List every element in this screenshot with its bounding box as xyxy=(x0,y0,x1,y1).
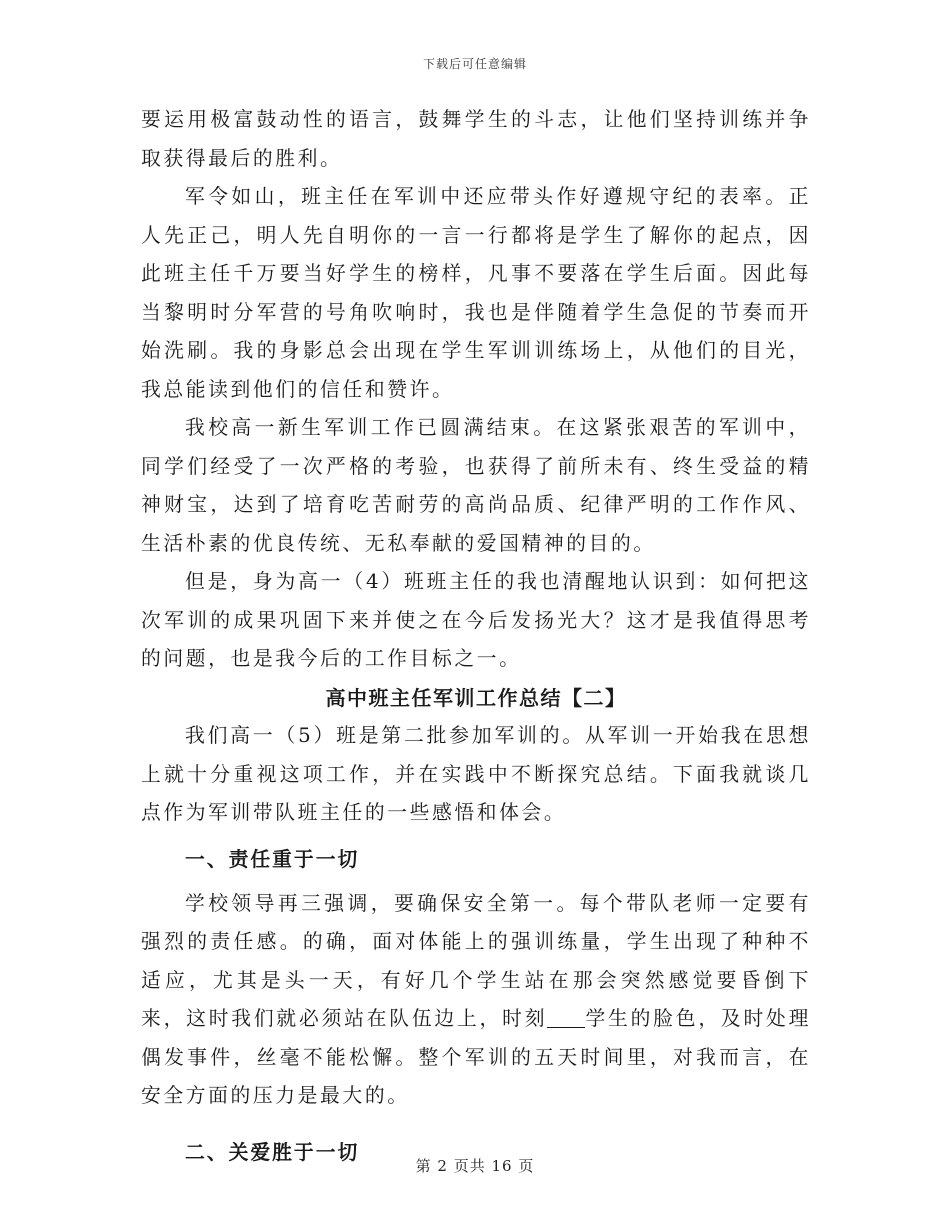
paragraph: 我们高一（5）班是第二批参加军训的。从军训一开始我在思想上就十分重视这项工作，并在实践中不断探究总结。下面我就谈几点作为军训带队班主任的一些感悟和体会。 xyxy=(141,724,811,824)
paragraph: 但是，身为高一（4）班班主任的我也清醒地认识到：如何把这次军训的成果巩固下来并使之在今后发扬光大？这才是我值得思考的问题，也是我今后的工作目标之一。 xyxy=(141,570,811,670)
section-heading: 一、责任重于一切 xyxy=(185,846,360,871)
paragraph xyxy=(141,885,811,1116)
page-footer: 第 2 页共 16 页 xyxy=(415,1157,535,1175)
paragraph: 要运用极富鼓动性的语言，鼓舞学生的斗志，让他们坚持训练并争取获得最后的胜利。 xyxy=(141,108,811,170)
paragraph-text: 学校领导再三强调，要确保安全第一。每个带队老师一定要有强烈的责任感。的确，面对体能上的强训练量，学生出现了种种不适应，尤其是头一天，有好几个学生站在那会突然感觉要昏倒下来，这时我们就必须站在队伍边上，时刻 xyxy=(141,891,811,1030)
document-body xyxy=(141,101,811,1178)
paragraph: 我校高一新生军训工作已圆满结束。在这紧张艰苦的军训中，同学们经受了一次严格的考验，也获得了前所未有、终生受益的精神财宝，达到了培育吃苦耐劳的高尚品质、纪律严明的工作作风、生活朴素的优良传统、无私奉献的爱国精神的目的。 xyxy=(141,416,811,555)
paragraph-text: 学生的脸色，及时处理偶发事件，丝毫不能松懈。整个军训的五天时间里，对我而言，在安全方面的压力是最大的。 xyxy=(141,1007,811,1107)
blank-underline xyxy=(547,1007,585,1028)
section-heading: 二、关爱胜于一切 xyxy=(185,1139,360,1164)
paragraph: 军令如山，班主任在军训中还应带头作好遵规守纪的表率。正人先正己，明人先自明你的一言一行都将是学生了解你的起点，因此班主任千万要当好学生的榜样，凡事不要落在学生后面。因此每当黎明时分军营的号角吹响时，我也是伴随着学生急促的节奏而开始洗刷。我的身影总会出现在学生军训训练场上，从他们的目光，我总能读到他们的信任和赞许。 xyxy=(141,185,811,401)
section-title: 高中班主任军训工作总结【二】 xyxy=(325,685,627,710)
page-header: 下载后可任意编辑 xyxy=(422,57,527,71)
